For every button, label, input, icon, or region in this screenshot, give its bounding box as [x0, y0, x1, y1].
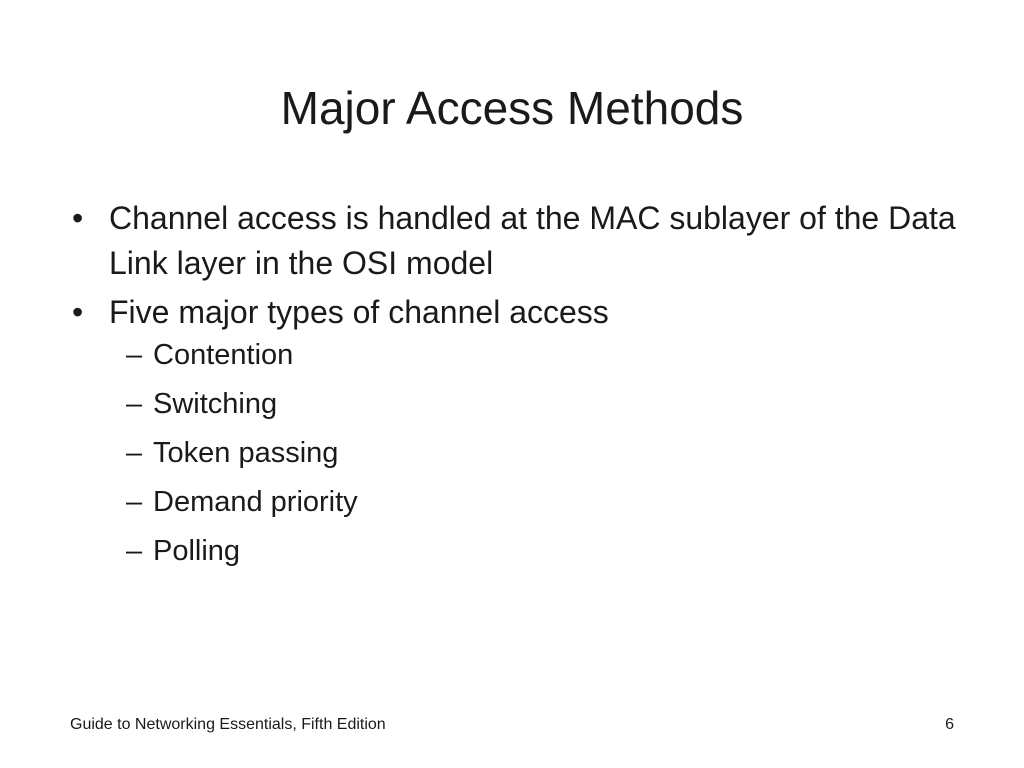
bullet-text: Five major types of channel access	[109, 294, 609, 330]
sub-bullet-item	[109, 482, 960, 522]
sub-bullet-item	[109, 335, 960, 375]
sub-bullet-text: Polling	[153, 535, 241, 567]
sub-bullet-item	[109, 433, 960, 473]
sub-bullet-marker: –	[126, 339, 143, 371]
page-number: 6	[945, 716, 954, 733]
bullet-item	[70, 196, 960, 286]
sub-bullet-text: Contention	[153, 339, 294, 371]
sub-bullet-marker: –	[126, 535, 143, 567]
bullet-text: Channel access is handled at the MAC sublayer of the Data Link layer in the OSI model	[109, 200, 956, 281]
bullet-marker: •	[72, 294, 84, 330]
sub-bullet-text: Switching	[153, 388, 278, 420]
sub-bullet-list	[109, 335, 960, 571]
sub-bullet-text: Demand priority	[153, 486, 358, 518]
bullet-marker: •	[72, 200, 84, 236]
sub-bullet-marker: –	[126, 486, 143, 518]
sub-bullet-text: Token passing	[153, 437, 339, 469]
sub-bullet-marker: –	[126, 388, 143, 420]
footer-source: Guide to Networking Essentials, Fifth Edition	[70, 716, 386, 733]
bullet-list	[70, 196, 960, 575]
bullet-item	[70, 290, 960, 571]
sub-bullet-marker: –	[126, 437, 143, 469]
slide-title: Major Access Methods	[280, 82, 744, 134]
sub-bullet-item	[109, 531, 960, 571]
sub-bullet-item	[109, 384, 960, 424]
